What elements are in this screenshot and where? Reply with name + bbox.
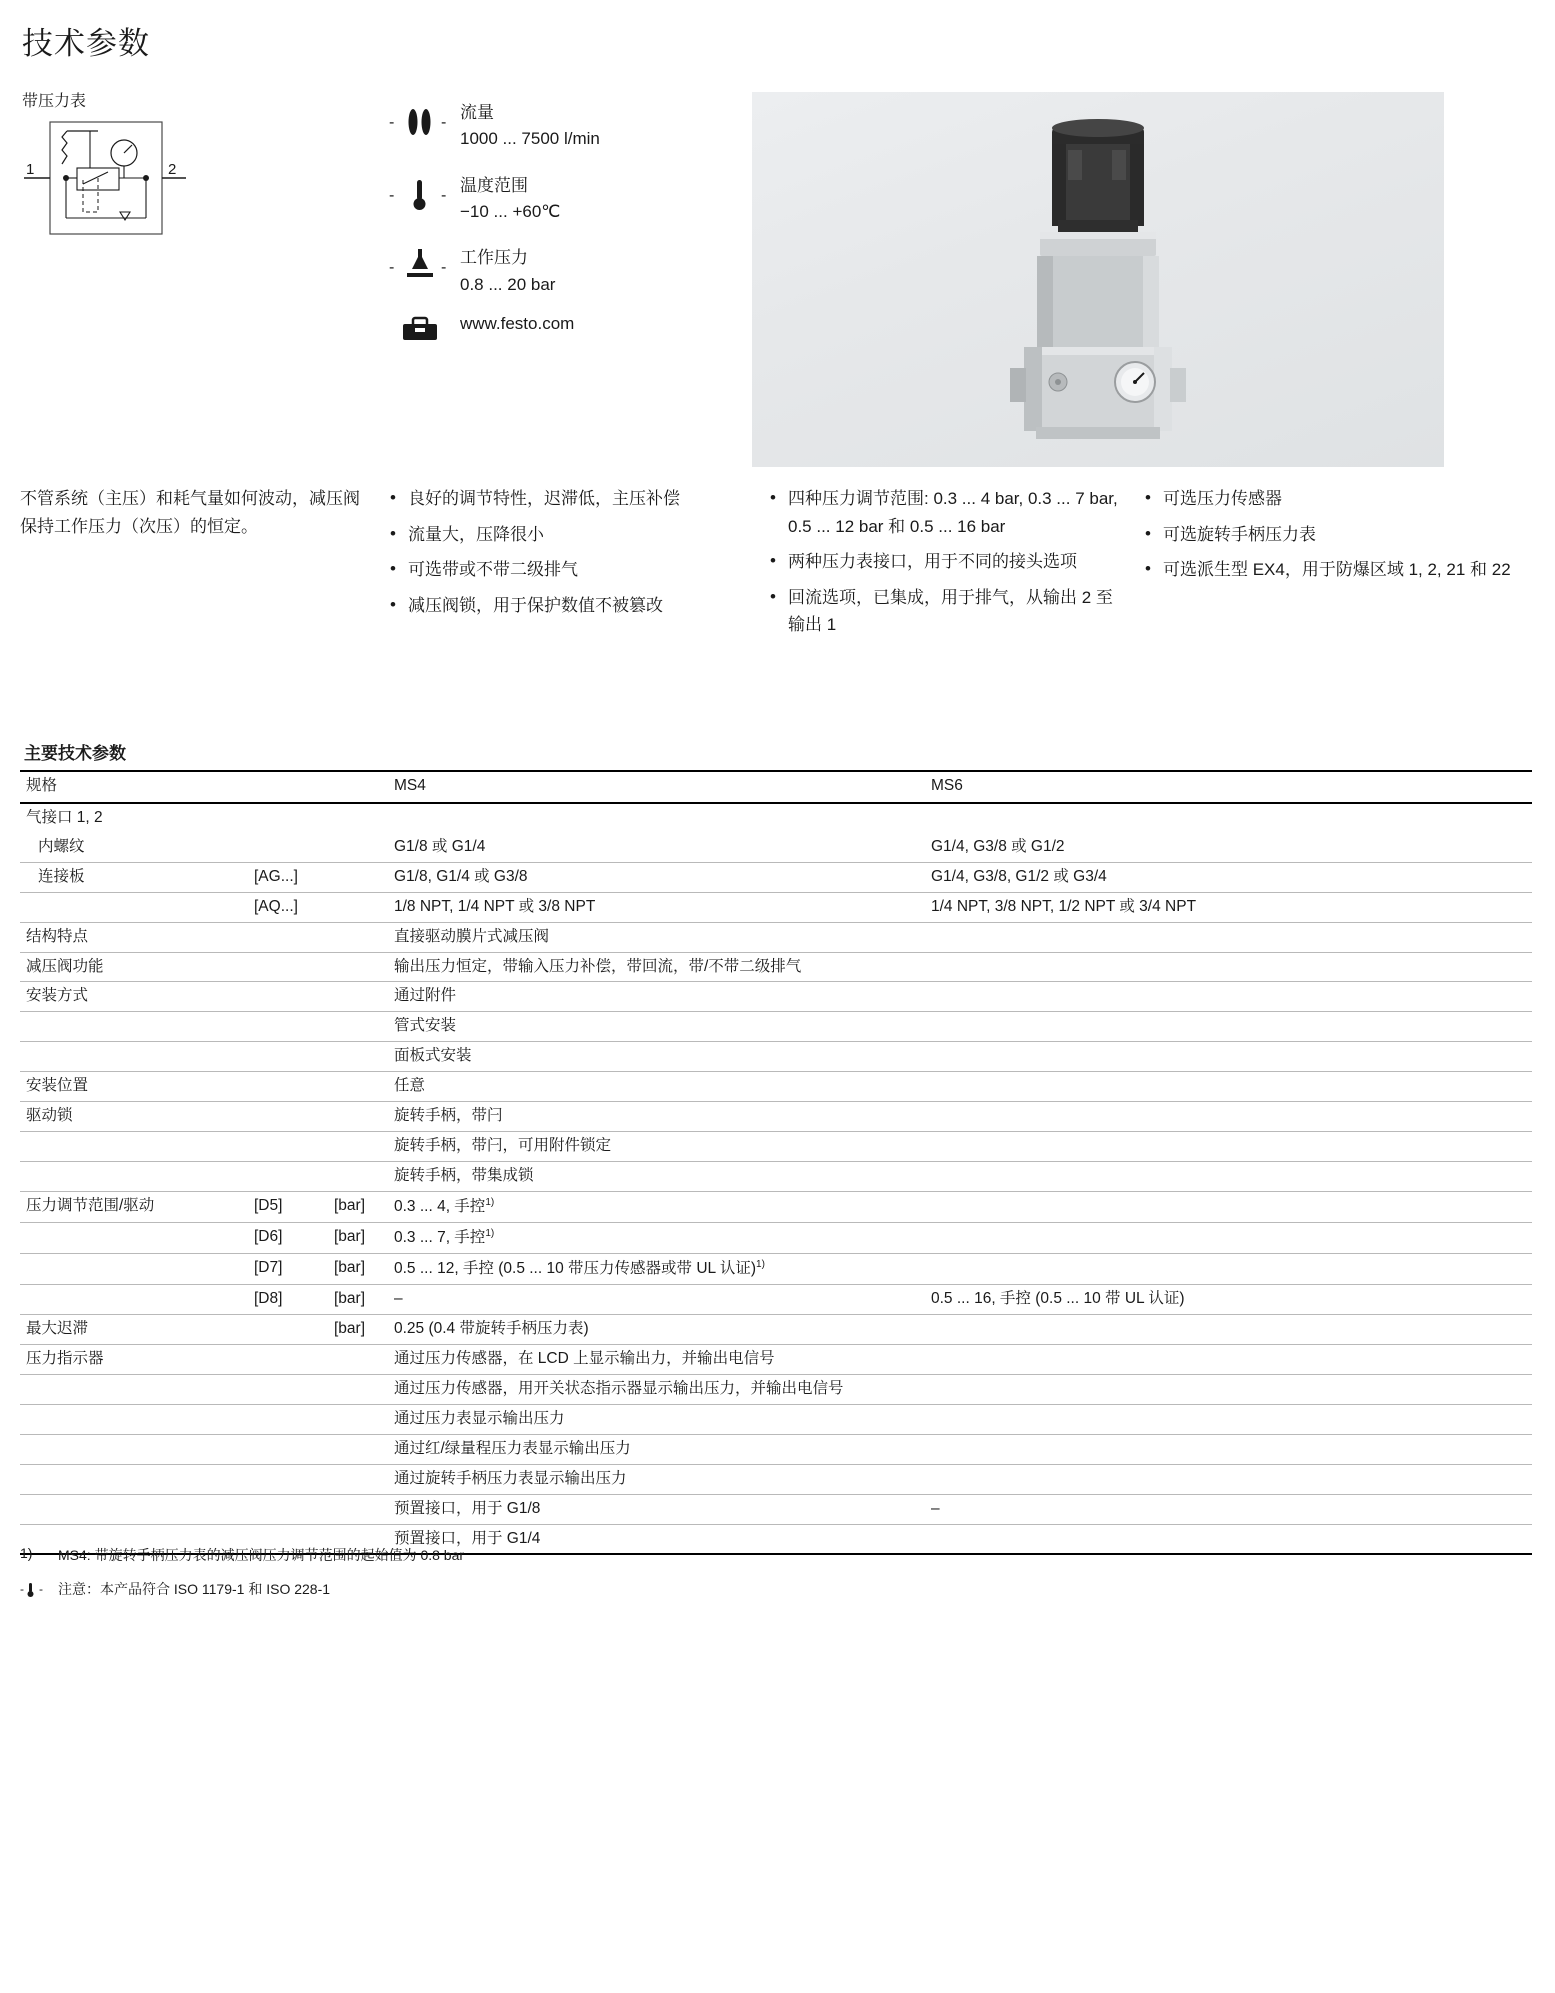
cell-value-span: 0.5 ... 12, 手控 (0.5 ... 10 带压力传感器或带 UL 认证)$^{1)}$ xyxy=(388,1254,1532,1285)
cell-ms4 xyxy=(388,803,925,833)
cell-unit xyxy=(328,1374,388,1404)
cell-value-span: 旋转手柄，带集成锁 xyxy=(388,1161,1532,1191)
table-row xyxy=(20,1012,1532,1042)
cell-code xyxy=(248,1042,328,1072)
cell-spec xyxy=(20,1222,248,1253)
cell-code xyxy=(248,922,328,952)
cell-code xyxy=(248,952,328,982)
spec-value-pressure: 0.8 ... 20 bar xyxy=(460,274,556,294)
table-header-row xyxy=(20,772,1532,803)
page-title: 技术参数 xyxy=(22,26,150,61)
cell-spec: 压力指示器 xyxy=(20,1344,248,1374)
note-icon xyxy=(20,1579,58,1599)
footnote-1 xyxy=(20,1545,1420,1565)
spec-label-flow: 流量 xyxy=(460,103,494,122)
cell-value-span: 旋转手柄，带闩 xyxy=(388,1102,1532,1132)
header-cell-ms4: MS4 xyxy=(388,772,925,803)
note-row xyxy=(20,1579,1420,1599)
symbol-port-2: 2 xyxy=(168,161,177,178)
table-row xyxy=(20,1285,1532,1315)
cell-value-span: 通过红/绿量程压力表显示输出压力 xyxy=(388,1434,1532,1464)
cell-ms6: 1/4 NPT, 3/8 NPT, 1/2 NPT 或 3/4 NPT xyxy=(925,892,1532,922)
svg-text:-: - xyxy=(39,1582,43,1596)
spec-row-flow xyxy=(380,100,710,153)
table-row xyxy=(20,1434,1532,1464)
cell-spec xyxy=(20,1464,248,1494)
cell-code xyxy=(248,1494,328,1524)
list-item: • 良好的调节特性，迟滞低，主压补偿 xyxy=(388,485,746,513)
pressure-icon xyxy=(380,245,460,287)
feature-column-d xyxy=(1143,485,1513,647)
table-row xyxy=(20,1072,1532,1102)
header-cell-ms6: MS6 xyxy=(925,772,1532,803)
table-row xyxy=(20,1042,1532,1072)
cell-value-span: 预置接口，用于 G1/4 xyxy=(388,1524,1532,1554)
cell-ms4: G1/8 或 G1/4 xyxy=(388,833,925,862)
spec-text-pressure xyxy=(460,245,555,298)
spec-row-pressure xyxy=(380,245,710,298)
cell-ms6: G1/4, G3/8 或 G1/2 xyxy=(925,833,1532,862)
cell-spec xyxy=(20,1012,248,1042)
cell-code: [D7] xyxy=(248,1254,328,1285)
cell-unit: [bar] xyxy=(328,1254,388,1285)
svg-text:-: - xyxy=(389,114,395,131)
table-row xyxy=(20,982,1532,1012)
spec-value-temperature: −10 ... +60℃ xyxy=(460,202,561,222)
list-item: • 流量大，压降很小 xyxy=(388,521,746,549)
cell-unit xyxy=(328,1494,388,1524)
spec-label-temperature: 温度范围 xyxy=(460,175,528,195)
cell-ms4: 1/8 NPT, 1/4 NPT 或 3/8 NPT xyxy=(388,892,925,922)
spec-table xyxy=(20,772,1532,1555)
cell-spec xyxy=(20,1434,248,1464)
cell-code xyxy=(248,1464,328,1494)
spec-text-flow xyxy=(460,100,600,153)
feature-column-c xyxy=(768,485,1143,647)
cell-unit xyxy=(328,1072,388,1102)
cell-code xyxy=(248,1315,328,1345)
spec-row-website xyxy=(380,310,710,360)
cell-code xyxy=(248,1161,328,1191)
cell-value-span: 通过旋转手柄压力表显示输出压力 xyxy=(388,1464,1532,1494)
cell-unit xyxy=(328,1042,388,1072)
cell-spec xyxy=(20,1161,248,1191)
cell-value-span: 通过压力传感器，在 LCD 上显示输出力，并输出电信号 xyxy=(388,1344,1532,1374)
cell-spec: 最大迟滞 xyxy=(20,1315,248,1345)
feature-column-b xyxy=(388,485,768,647)
list-item: • 可选派生型 EX4，用于防爆区域 1, 2, 21 和 22 xyxy=(1143,556,1513,584)
table-row xyxy=(20,1132,1532,1162)
list-item: • 可选压力传感器 xyxy=(1143,485,1513,513)
cell-ms4: 预置接口，用于 G1/8 xyxy=(388,1494,925,1524)
cell-spec: 安装方式 xyxy=(20,982,248,1012)
cell-value-span: 通过附件 xyxy=(388,982,1532,1012)
footnote-text: MS4: 带旋转手柄压力表的减压阀压力调节范围的起始值为 0.8 bar xyxy=(58,1547,465,1563)
table-row xyxy=(20,1344,1532,1374)
cell-value-span: 面板式安装 xyxy=(388,1042,1532,1072)
cell-unit xyxy=(328,862,388,892)
flow-icon xyxy=(380,100,460,142)
table-row xyxy=(20,892,1532,922)
cell-spec xyxy=(20,892,248,922)
note-text: 注意：本产品符合 ISO 1179-1 和 ISO 228-1 xyxy=(58,1581,331,1597)
table-row xyxy=(20,1161,1532,1191)
cell-ms6: G1/4, G3/8, G1/2 或 G3/4 xyxy=(925,862,1532,892)
list-item: • 四种压力调节范围: 0.3 ... 4 bar, 0.3 ... 7 bar, 0.5 ... 12 bar 和 0.5 ... 16 bar xyxy=(768,485,1121,540)
section-subtitle: 带压力表 xyxy=(22,93,87,110)
spec-summary-list xyxy=(380,100,710,380)
cell-unit xyxy=(328,1102,388,1132)
cell-value-span: 0.25 (0.4 带旋转手柄压力表) xyxy=(388,1315,1532,1345)
cell-spec: 气接口 1, 2 xyxy=(26,808,103,826)
table-row xyxy=(20,803,1532,833)
cell-unit: [bar] xyxy=(328,1191,388,1222)
cell-spec xyxy=(20,1374,248,1404)
cell-spec xyxy=(20,1254,248,1285)
cell-ms6 xyxy=(925,803,1532,833)
cell-value-span: 通过压力表显示输出压力 xyxy=(388,1404,1532,1434)
cell-spec xyxy=(20,1404,248,1434)
list-item: • 可选带或不带二级排气 xyxy=(388,556,746,584)
cell-code xyxy=(248,1072,328,1102)
cell-value-span: 直接驱动膜片式减压阀 xyxy=(388,922,1532,952)
cell-value-span: 旋转手柄，带闩，可用附件锁定 xyxy=(388,1132,1532,1162)
cell-code xyxy=(248,1404,328,1434)
cell-code xyxy=(248,833,328,862)
cell-code xyxy=(248,982,328,1012)
list-item: • 减压阀锁，用于保护数值不被篡改 xyxy=(388,592,746,620)
cell-unit xyxy=(328,1012,388,1042)
spec-row-temperature xyxy=(380,173,710,226)
spec-label-pressure: 工作压力 xyxy=(460,248,528,268)
cell-unit xyxy=(328,1344,388,1374)
cell-spec: 压力调节范围/驱动 xyxy=(20,1191,248,1222)
spec-value-flow: 1000 ... 7500 l/min xyxy=(460,129,600,149)
feature-columns xyxy=(20,485,1530,647)
table-row xyxy=(20,1404,1532,1434)
cell-spec xyxy=(20,1285,248,1315)
spec-text-temperature xyxy=(460,173,560,226)
spec-table-body xyxy=(20,772,1532,1554)
svg-text:-: - xyxy=(389,259,395,277)
cell-unit xyxy=(328,1434,388,1464)
cell-value-span: 管式安装 xyxy=(388,1012,1532,1042)
cell-unit xyxy=(328,1404,388,1434)
cell-code: [AQ...] xyxy=(248,892,328,922)
cell-unit xyxy=(328,1161,388,1191)
cell-spec: 驱动锁 xyxy=(20,1102,248,1132)
cell-spec xyxy=(20,1132,248,1162)
table-row xyxy=(20,952,1532,982)
table-row xyxy=(20,1254,1532,1285)
cell-spec: 减压阀功能 xyxy=(20,952,248,982)
table-row xyxy=(20,922,1532,952)
cell-unit xyxy=(328,952,388,982)
list-item: • 回流选项，已集成，用于排气，从输出 2 至输出 1 xyxy=(768,584,1121,639)
footnote-number: 1) xyxy=(20,1545,33,1561)
cell-value-span: 0.3 ... 7, 手控$^{1)}$ xyxy=(388,1222,1532,1253)
cell-unit xyxy=(328,1464,388,1494)
symbol-port-1: 1 xyxy=(26,161,35,178)
cell-code xyxy=(248,1132,328,1162)
cell-code xyxy=(248,1434,328,1464)
table-row xyxy=(20,833,1532,862)
header-cell-spec: 规格 xyxy=(20,772,248,803)
product-photo xyxy=(752,92,1444,467)
thermometer-icon xyxy=(380,173,460,215)
list-item: • 两种压力表接口，用于不同的接头选项 xyxy=(768,548,1121,576)
cell-unit: [bar] xyxy=(328,1315,388,1345)
list-item: • 可选旋转手柄压力表 xyxy=(1143,521,1513,549)
cell-spec: 安装位置 xyxy=(20,1072,248,1102)
table-row xyxy=(20,862,1532,892)
svg-text:-: - xyxy=(441,259,447,277)
table-row xyxy=(20,1102,1532,1132)
intro-text: 不管系统（主压）和耗气量如何波动，减压阀保持工作压力（次压）的恒定。 xyxy=(20,489,360,536)
table-row xyxy=(20,1494,1532,1524)
cell-ms6: 0.5 ... 16, 手控 (0.5 ... 10 带 UL 认证) xyxy=(925,1285,1532,1315)
cell-code xyxy=(248,1012,328,1042)
table-row xyxy=(20,1315,1532,1345)
table-row xyxy=(20,1222,1532,1253)
cell-spec xyxy=(20,1494,248,1524)
cell-spec: 连接板 xyxy=(20,862,248,892)
cell-unit: [bar] xyxy=(328,1222,388,1253)
cell-code xyxy=(248,1344,328,1374)
toolbox-icon xyxy=(380,310,460,346)
table-title: 主要技术参数 xyxy=(20,735,1532,772)
cell-value-span: 通过压力传感器，用开关状态指示器显示输出压力，并输出电信号 xyxy=(388,1374,1532,1404)
cell-ms4: G1/8, G1/4 或 G3/8 xyxy=(388,862,925,892)
svg-text:-: - xyxy=(441,186,447,204)
svg-text:-: - xyxy=(389,186,395,204)
cell-code: [D5] xyxy=(248,1191,328,1222)
cell-unit xyxy=(328,982,388,1012)
cell-code xyxy=(248,803,328,833)
cell-code xyxy=(248,1102,328,1132)
table-row xyxy=(20,1374,1532,1404)
cell-value-span: 任意 xyxy=(388,1072,1532,1102)
cell-ms6: – xyxy=(925,1494,1532,1524)
cell-spec xyxy=(20,1042,248,1072)
cell-unit xyxy=(328,892,388,922)
svg-text:-: - xyxy=(20,1582,24,1596)
cell-unit xyxy=(328,833,388,862)
spec-table-container xyxy=(20,735,1532,1555)
table-row xyxy=(20,1464,1532,1494)
cell-spec: 结构特点 xyxy=(20,922,248,952)
cell-spec: 内螺纹 xyxy=(20,833,248,862)
cell-code xyxy=(248,1374,328,1404)
footnotes xyxy=(20,1545,1420,1613)
cell-unit xyxy=(328,1132,388,1162)
cell-unit xyxy=(328,803,388,833)
cell-unit: [bar] xyxy=(328,1285,388,1315)
cell-code: [D8] xyxy=(248,1285,328,1315)
pneumatic-symbol-diagram xyxy=(20,120,190,250)
cell-unit xyxy=(328,922,388,952)
cell-code: [AG...] xyxy=(248,862,328,892)
cell-ms4: – xyxy=(388,1285,925,1315)
table-row xyxy=(20,1191,1532,1222)
svg-text:-: - xyxy=(441,114,447,131)
website-link[interactable]: www.festo.com xyxy=(460,314,575,334)
cell-value-span: 0.3 ... 4, 手控$^{1)}$ xyxy=(388,1191,1532,1222)
cell-value-span: 输出压力恒定，带输入压力补偿，带回流，带/不带二级排气 xyxy=(388,952,1532,982)
cell-code: [D6] xyxy=(248,1222,328,1253)
